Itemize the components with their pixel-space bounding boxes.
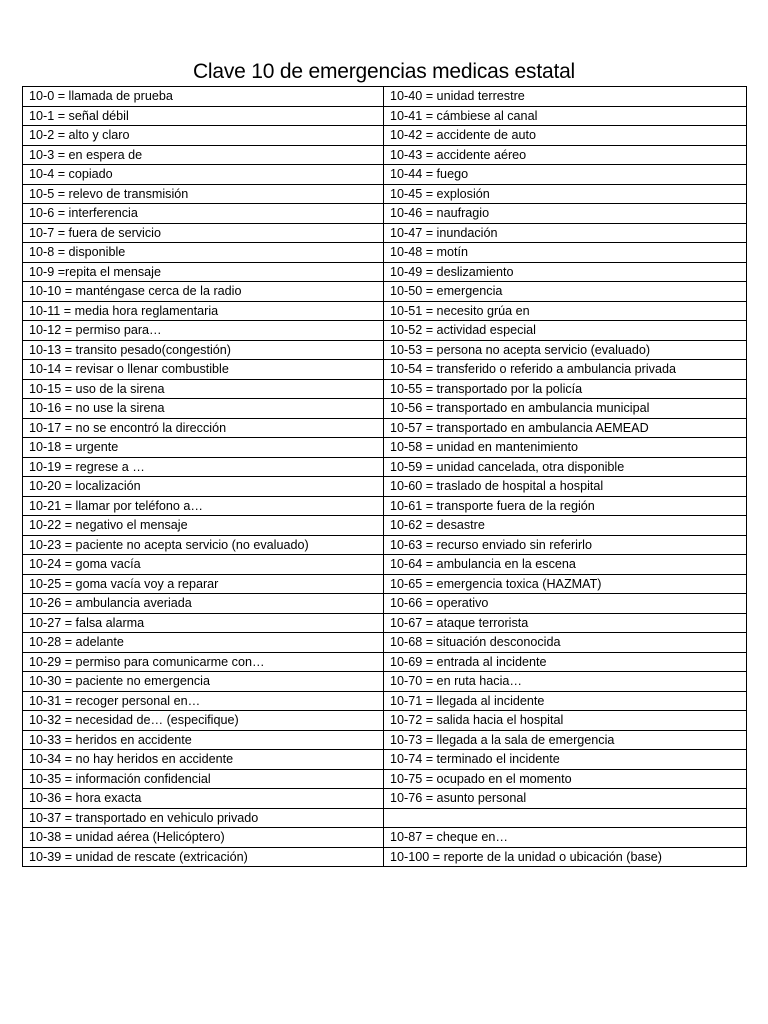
code-cell-right: 10-60 = traslado de hospital a hospital — [384, 477, 747, 497]
code-cell-left: 10-29 = permiso para comunicarme con… — [23, 652, 384, 672]
code-cell-left: 10-4 = copiado — [23, 165, 384, 185]
table-row — [23, 652, 747, 672]
code-cell-left: 10-16 = no use la sirena — [23, 399, 384, 419]
table-row — [23, 828, 747, 848]
code-cell-right: 10-40 = unidad terrestre — [384, 87, 747, 107]
table-row — [23, 126, 747, 146]
code-cell-left: 10-21 = llamar por teléfono a… — [23, 496, 384, 516]
code-cell-left: 10-14 = revisar o llenar combustible — [23, 360, 384, 380]
table-row — [23, 613, 747, 633]
code-cell-left: 10-28 = adelante — [23, 633, 384, 653]
code-cell-right: 10-53 = persona no acepta servicio (evaluado) — [384, 340, 747, 360]
table-row — [23, 789, 747, 809]
code-cell-right: 10-74 = terminado el incidente — [384, 750, 747, 770]
code-cell-left: 10-10 = manténgase cerca de la radio — [23, 282, 384, 302]
code-cell-left: 10-38 = unidad aérea (Helicóptero) — [23, 828, 384, 848]
table-row — [23, 750, 747, 770]
table-row — [23, 457, 747, 477]
code-cell-right: 10-58 = unidad en mantenimiento — [384, 438, 747, 458]
code-cell-right: 10-47 = inundación — [384, 223, 747, 243]
table-row — [23, 535, 747, 555]
code-cell-left: 10-3 = en espera de — [23, 145, 384, 165]
table-row — [23, 165, 747, 185]
page-title: Clave 10 de emergencias medicas estatal — [192, 60, 576, 83]
table-row — [23, 516, 747, 536]
table-row — [23, 594, 747, 614]
code-cell-left: 10-18 = urgente — [23, 438, 384, 458]
code-cell-right: 10-52 = actividad especial — [384, 321, 747, 341]
code-cell-right: 10-49 = deslizamiento — [384, 262, 747, 282]
code-cell-right: 10-59 = unidad cancelada, otra disponible — [384, 457, 747, 477]
code-cell-left: 10-6 = interferencia — [23, 204, 384, 224]
code-cell-left: 10-24 = goma vacía — [23, 555, 384, 575]
table-row — [23, 769, 747, 789]
code-cell-right: 10-100 = reporte de la unidad o ubicación (base) — [384, 847, 747, 867]
code-cell-left: 10-17 = no se encontró la dirección — [23, 418, 384, 438]
code-cell-right: 10-76 = asunto personal — [384, 789, 747, 809]
table-row — [23, 672, 747, 692]
code-cell-left: 10-27 = falsa alarma — [23, 613, 384, 633]
table-row — [23, 184, 747, 204]
code-cell-right: 10-65 = emergencia toxica (HAZMAT) — [384, 574, 747, 594]
table-row — [23, 379, 747, 399]
code-cell-left: 10-12 = permiso para… — [23, 321, 384, 341]
code-cell-left: 10-19 = regrese a … — [23, 457, 384, 477]
code-cell-right: 10-50 = emergencia — [384, 282, 747, 302]
table-row — [23, 633, 747, 653]
code-cell-right: 10-41 = cámbiese al canal — [384, 106, 747, 126]
code-cell-right: 10-42 = accidente de auto — [384, 126, 747, 146]
code-cell-left: 10-25 = goma vacía voy a reparar — [23, 574, 384, 594]
code-cell-left: 10-2 = alto y claro — [23, 126, 384, 146]
code-cell-right: 10-61 = transporte fuera de la región — [384, 496, 747, 516]
code-cell-right: 10-46 = naufragio — [384, 204, 747, 224]
code-cell-left: 10-23 = paciente no acepta servicio (no evaluado) — [23, 535, 384, 555]
code-cell-right: 10-56 = transportado en ambulancia municipal — [384, 399, 747, 419]
table-row — [23, 340, 747, 360]
table-row — [23, 145, 747, 165]
code-cell-right: 10-45 = explosión — [384, 184, 747, 204]
code-cell-left: 10-37 = transportado en vehiculo privado — [23, 808, 384, 828]
code-cell-left: 10-34 = no hay heridos en accidente — [23, 750, 384, 770]
code-cell-right: 10-67 = ataque terrorista — [384, 613, 747, 633]
code-cell-right: 10-66 = operativo — [384, 594, 747, 614]
table-row — [23, 555, 747, 575]
code-cell-left: 10-35 = información confidencial — [23, 769, 384, 789]
code-cell-left: 10-22 = negativo el mensaje — [23, 516, 384, 536]
code-cell-right: 10-72 = salida hacia el hospital — [384, 711, 747, 731]
code-cell-right: 10-44 = fuego — [384, 165, 747, 185]
codes-table — [22, 86, 747, 867]
code-cell-right: 10-43 = accidente aéreo — [384, 145, 747, 165]
code-cell-left: 10-26 = ambulancia averiada — [23, 594, 384, 614]
table-row — [23, 496, 747, 516]
code-cell-left: 10-20 = localización — [23, 477, 384, 497]
table-row — [23, 438, 747, 458]
table-row — [23, 477, 747, 497]
code-cell-left: 10-32 = necesidad de… (especifique) — [23, 711, 384, 731]
code-cell-right: 10-75 = ocupado en el momento — [384, 769, 747, 789]
table-row — [23, 847, 747, 867]
table-row — [23, 691, 747, 711]
code-cell-left: 10-1 = señal débil — [23, 106, 384, 126]
table-row — [23, 730, 747, 750]
code-cell-right: 10-51 = necesito grúa en — [384, 301, 747, 321]
table-row — [23, 223, 747, 243]
code-cell-right: 10-54 = transferido o referido a ambulancia privada — [384, 360, 747, 380]
code-cell-left: 10-8 = disponible — [23, 243, 384, 263]
table-row — [23, 262, 747, 282]
code-cell-left: 10-9 =repita el mensaje — [23, 262, 384, 282]
code-cell-right: 10-87 = cheque en… — [384, 828, 747, 848]
code-cell-right: 10-63 = recurso enviado sin referirlo — [384, 535, 747, 555]
code-cell-left: 10-39 = unidad de rescate (extricación) — [23, 847, 384, 867]
code-cell-left: 10-0 = llamada de prueba — [23, 87, 384, 107]
code-cell-left: 10-11 = media hora reglamentaria — [23, 301, 384, 321]
table-row — [23, 321, 747, 341]
code-cell-right: 10-48 = motín — [384, 243, 747, 263]
table-row — [23, 808, 747, 828]
code-cell-right: 10-62 = desastre — [384, 516, 747, 536]
table-row — [23, 106, 747, 126]
table-row — [23, 711, 747, 731]
code-cell-right: 10-71 = llegada al incidente — [384, 691, 747, 711]
code-cell-right: 10-73 = llegada a la sala de emergencia — [384, 730, 747, 750]
code-cell-left: 10-15 = uso de la sirena — [23, 379, 384, 399]
table-row — [23, 418, 747, 438]
table-row — [23, 87, 747, 107]
code-cell-left: 10-31 = recoger personal en… — [23, 691, 384, 711]
code-cell-right: 10-55 = transportado por la policía — [384, 379, 747, 399]
code-cell-left: 10-30 = paciente no emergencia — [23, 672, 384, 692]
code-cell-left: 10-5 = relevo de transmisión — [23, 184, 384, 204]
code-cell-right: 10-68 = situación desconocida — [384, 633, 747, 653]
table-row — [23, 282, 747, 302]
table-row — [23, 574, 747, 594]
codes-table-body — [23, 87, 747, 867]
code-cell-right: 10-64 = ambulancia en la escena — [384, 555, 747, 575]
table-row — [23, 399, 747, 419]
table-row — [23, 301, 747, 321]
table-row — [23, 204, 747, 224]
code-cell-right: 10-70 = en ruta hacia… — [384, 672, 747, 692]
code-cell-right: 10-69 = entrada al incidente — [384, 652, 747, 672]
code-cell-right — [384, 808, 747, 828]
code-cell-left: 10-33 = heridos en accidente — [23, 730, 384, 750]
code-cell-left: 10-7 = fuera de servicio — [23, 223, 384, 243]
code-cell-left: 10-36 = hora exacta — [23, 789, 384, 809]
table-row — [23, 243, 747, 263]
code-cell-right: 10-57 = transportado en ambulancia AEMEAD — [384, 418, 747, 438]
table-row — [23, 360, 747, 380]
code-cell-left: 10-13 = transito pesado(congestión) — [23, 340, 384, 360]
